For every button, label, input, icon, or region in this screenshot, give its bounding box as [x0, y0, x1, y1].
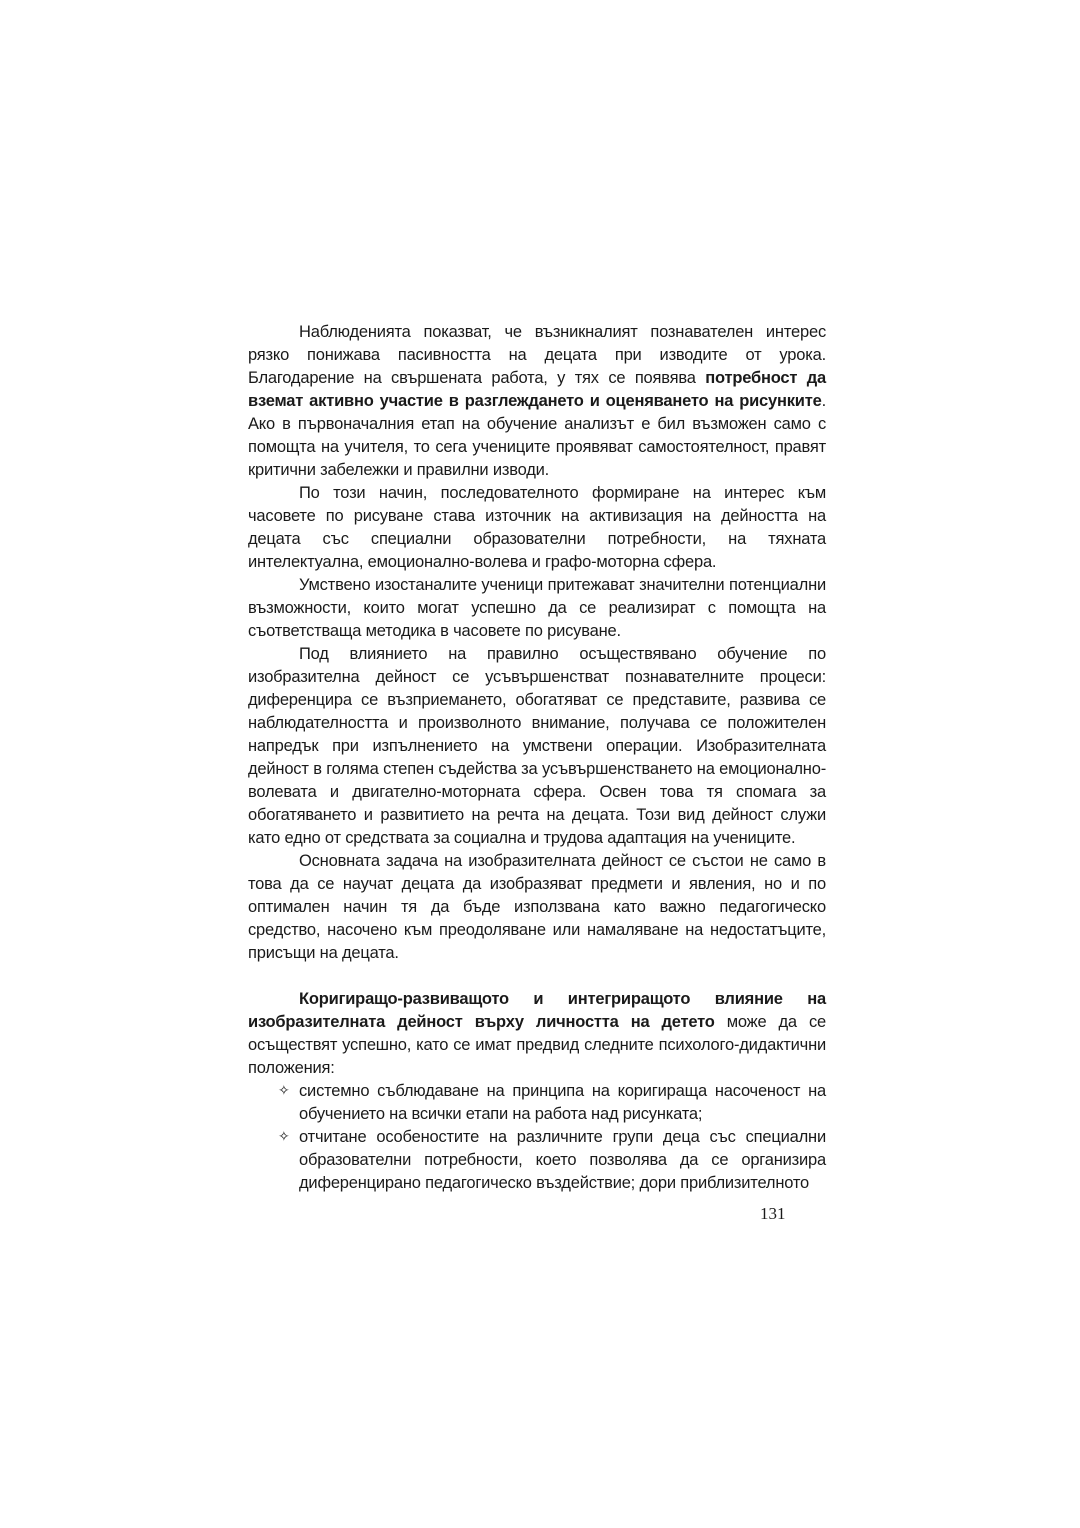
- paragraph-observations-emphasis: потребност да вземат активно участие в разглеждането и оценяването на рисунките: [248, 369, 826, 410]
- positions-list: [248, 1080, 826, 1195]
- paragraph-interest-formation: По този начин, последователното формиране на интерес към часовете по рисуване става източник на активизация на дейността на децата със специални образователни потребности, на тяхната интелектуална, емоционално-волева и графо-моторна сфера.: [248, 484, 826, 571]
- paragraph-main-task: Основната задача на изобразителната дейност се състои не само в това да се научат децата да изобразяват предмети и явления, но и по оптимален начин тя да бъде използвана като важно педагогическо средство, насочено към преодоляване или намаляване на недостатъците, присъщи на децата.: [248, 852, 826, 962]
- paragraph-potential: Умствено изостаналите ученици притежават значителни потенциални възможности, които могат успешно да се реализират с помощта на съответстваща методика в часовете по рисуване.: [248, 576, 826, 640]
- list-item-text: системно съблюдаване на принципа на коригираща насоченост на обучението на всички етапи на работа над рисунката;: [299, 1082, 826, 1123]
- page-number: 131: [760, 1204, 786, 1223]
- paragraph-corrective-influence: [248, 988, 826, 1080]
- section-gap: [248, 965, 826, 988]
- four-pointed-star-icon: ✧: [278, 1129, 290, 1145]
- paragraph-observations: [248, 321, 826, 482]
- list-item: [248, 1080, 826, 1126]
- page-body: [248, 321, 826, 1195]
- four-pointed-star-icon: ✧: [278, 1083, 290, 1099]
- paragraph-cognitive-processes: Под влиянието на правилно осъществявано обучение по изобразителна дейност се усъвършенстват познавателните процеси: диференцира се възприемането, обогатяват се представите, развива се наблюдателността и произволното внимание, получава се положителен напредък при изпълнението на умствени операции. Изобразителната дейност в голяма степен съдейства за усъвършенстването на емоционално-волевата и двигателно-моторната сфера. Освен това тя спомага за обогатяването и развитието на речта на децата. Този вид дейност служи като едно от средствата за социална и трудова адаптация на учениците.: [248, 645, 826, 847]
- paragraph-corrective-influence-emphasis: Коригиращо-развиващото и интегриращото влияние на изобразителната дейност върху личността на детето: [248, 990, 826, 1031]
- paragraph-corrective-influence-text: може да се осъществят успешно, като се имат предвид следните психолого-дидактични положения:: [248, 1013, 826, 1077]
- list-item-text: отчитане особеностите на различните групи деца със специални образователни потребности, което позволява да се организира диференцирано педагогическо въздействие; дори приблизителното: [299, 1128, 826, 1192]
- paragraph-observations-text-end: . Ако в първоначалния етап на обучение анализът е бил възможен само с помощта на учителя, то сега учениците проявяват самостоятелност, правят критични забележки и правилни изводи.: [248, 392, 826, 479]
- paragraph-observations-text: Наблюденията показват, че възникналият познавателен интерес рязко понижава пасивността на децата при изводите от урока. Благодарение на свършената работа, у тях се появява: [248, 323, 826, 387]
- list-item: [248, 1126, 826, 1195]
